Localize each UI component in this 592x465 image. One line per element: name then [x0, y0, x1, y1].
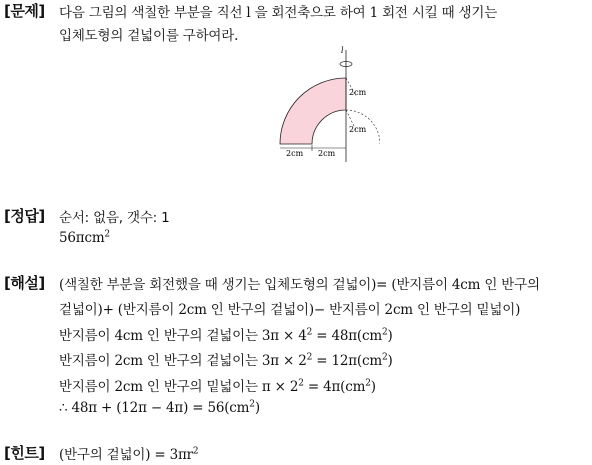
dim-label-bottom-right: 2cm: [318, 149, 336, 158]
axis-label: l: [341, 46, 344, 55]
solution-line-6: ∴ $48\pi + (12\pi - 4\pi) = 56(cm^2)$: [59, 399, 260, 416]
solution-tag: [해설]: [4, 274, 45, 292]
hint-tag: [힌트]: [4, 444, 45, 462]
dim-label-upper: 2cm: [349, 88, 367, 97]
solution-line-2: 겉넓이)+ (반지름이 2cm 인 반구의 겉넓이)− 반지름이 2cm 인 반구의 밑넓이): [59, 302, 521, 318]
answer-line-2: 56πcm$^2$: [59, 229, 110, 246]
problem-line-2: 입체도형의 겉넓이를 구하여라.: [59, 28, 239, 44]
solution-line-4: 반지름이 2cm 인 반구의 겉넓이는 $3\pi \times 2^2 = 12\pi(cm^2)$: [59, 352, 393, 369]
rotation-figure: [270, 44, 380, 164]
shaded-region: [280, 78, 346, 144]
solution-line-3: 반지름이 4cm 인 반구의 겉넓이는 $3\pi \times 4^2 = 48\pi(cm^2)$: [59, 327, 393, 344]
dim-label-lower: 2cm: [349, 125, 367, 134]
solution-line-1: (색칠한 부분을 회전했을 때 생기는 입체도형의 겉넓이)= (반지름이 4cm 인 반구의: [59, 277, 540, 293]
solution-line-5: 반지름이 2cm 인 반구의 밑넓이는 $\pi \times 2^2 = 4\pi(cm^2)$: [59, 378, 376, 395]
problem-line-1: 다음 그림의 색칠한 부분을 직선 l 을 회전축으로 하여 1 회전 시킬 때 생기는: [59, 5, 498, 21]
answer-line-1: 순서: 없음, 갯수: 1: [59, 210, 170, 226]
hint-line: (반구의 겉넓이) = $3\pi r^2$: [59, 446, 199, 463]
answer-tag: [정답]: [4, 207, 45, 225]
problem-tag: [문제]: [4, 2, 45, 20]
dim-label-bottom-left: 2cm: [286, 149, 304, 158]
